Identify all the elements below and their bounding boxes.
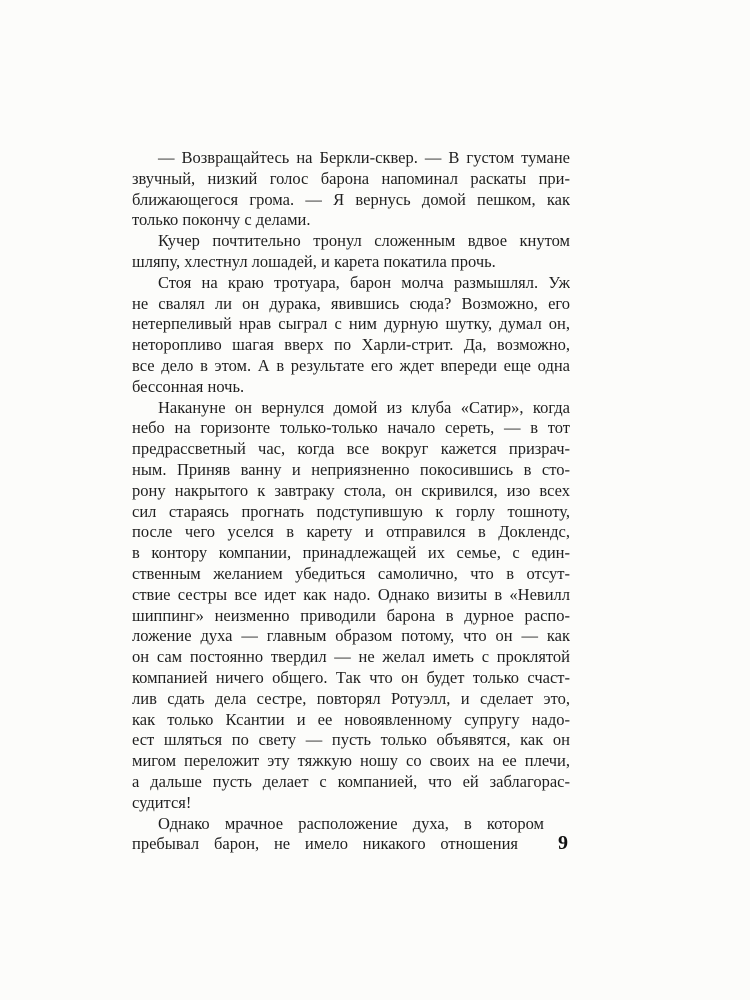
text-line: ным. Приняв ванну и неприязненно покосившись в сто- — [132, 459, 570, 479]
paragraph — [132, 814, 570, 856]
text-line: неторопливо шагая вверх по Харли-стрит. Да, возможно, — [132, 335, 570, 355]
text-line: ложение духа — главным образом потому, что он — как — [132, 626, 570, 646]
text-line: ственным желанием убедиться самолично, что в отсут- — [132, 563, 570, 583]
text-line: ближающегося грома. — Я вернусь домой пешком, как — [132, 189, 570, 209]
text-line: как только Ксантии и ее новоявленному супругу надо- — [132, 709, 570, 729]
paragraph — [132, 148, 570, 231]
text-line: звучный, низкий голос барона напоминал раскаты при- — [132, 168, 570, 188]
text-line: небо на горизонте только-только начало сереть, — в тот — [132, 418, 570, 438]
text-line: рону накрытого к завтраку стола, он скривился, изо всех — [132, 480, 570, 500]
text-line: только покончу с делами. — [132, 210, 311, 230]
text-line: лив сдать дела сестре, повторял Ротуэлл, и сделает это, — [132, 688, 570, 708]
text-line: шиппинг» неизменно приводили барона в дурное распо- — [132, 605, 570, 625]
text-line: не свалял ли он дурака, явившись сюда? Возможно, его — [132, 293, 570, 313]
text-line: шляпу, хлестнул лошадей, и карета покатила прочь. — [132, 251, 496, 271]
text-line: сил стараясь прогнать подступившую к горлу тошноту, — [132, 501, 570, 521]
paragraph — [132, 398, 570, 814]
text-line: он сам постоянно твердил — не желал иметь с проклятой — [132, 647, 570, 667]
text-line: Стоя на краю тротуара, барон молча размышлял. Уж — [158, 272, 570, 292]
text-line: — Возвращайтесь на Беркли-сквер. — В густом тумане — [158, 148, 570, 167]
text-line: Накануне он вернулся домой из клуба «Сатир», когда — [158, 397, 570, 417]
text-line: а дальше пусть делает с компанией, что ей заблагорас- — [132, 771, 570, 791]
paragraph — [132, 273, 570, 398]
text-line: после чего уселся в карету и отправился в Доклендс, — [132, 522, 570, 542]
text-line: пребывал барон, не имело никакого отношения — [132, 834, 518, 854]
text-line: предрассветный час, когда все вокруг кажется призрач- — [132, 439, 570, 459]
text-line: в контору компании, принадлежащей их семье, с един- — [132, 543, 570, 563]
text-line: ствие сестры все идет как надо. Однако визиты в «Невилл — [132, 584, 570, 604]
paragraph — [132, 231, 570, 273]
text-line: судится! — [132, 792, 192, 812]
text-line: Кучер почтительно тронул сложенным вдвое кнутом — [158, 231, 570, 251]
text-line: ест шляться по свету — пусть только объявятся, как он — [132, 730, 570, 750]
text-line: бессонная ночь. — [132, 376, 245, 396]
text-line: компанией ничего общего. Так что он будет только счаст- — [132, 667, 570, 687]
text-line: Однако мрачное расположение духа, в котором — [158, 813, 544, 833]
text-line: все дело в этом. А в результате его ждет впереди еще одна — [132, 355, 570, 375]
page-number: 9 — [558, 832, 568, 854]
text-line: нетерпеливый нрав сыграл с ним дурную шутку, думал он, — [132, 314, 570, 334]
text-line: мигом переложит эту тяжкую ношу со своих на ее плечи, — [132, 751, 570, 771]
book-page — [132, 148, 570, 855]
